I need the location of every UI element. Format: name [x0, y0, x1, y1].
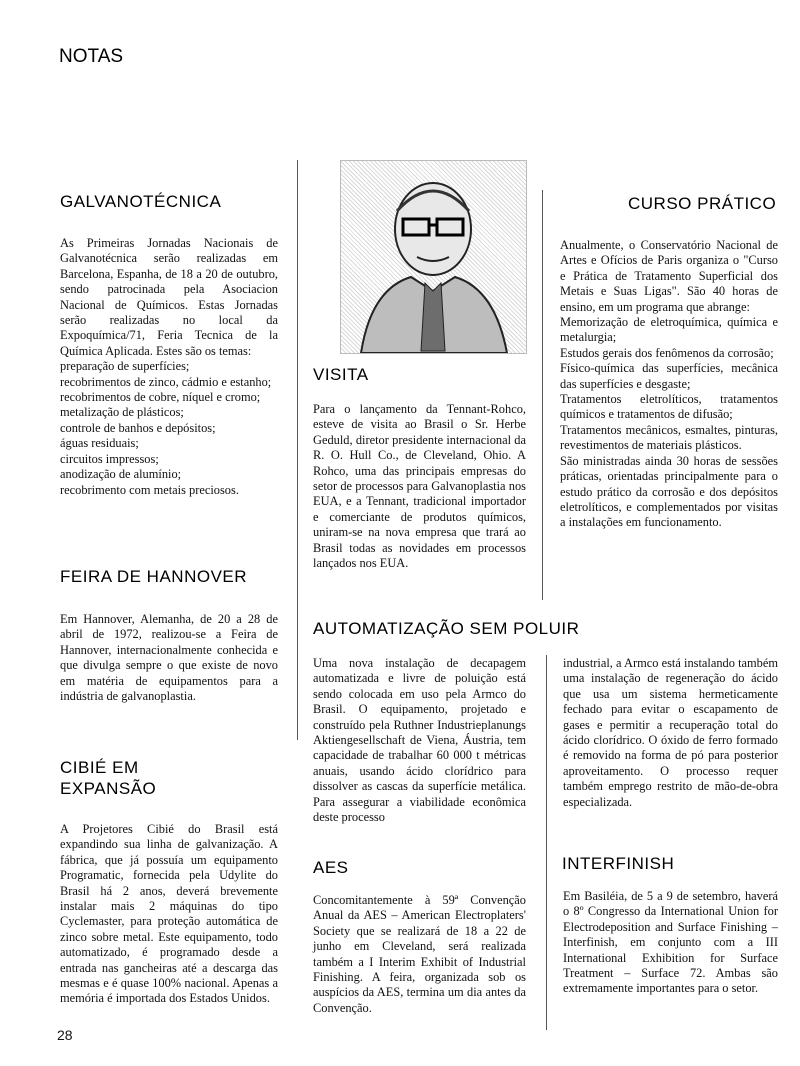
automatizacao-heading: AUTOMATIZAÇÃO SEM POLUIR [313, 619, 580, 638]
column-rule-middle [542, 190, 543, 600]
cibie-heading-line1: CIBIÉ EM [60, 758, 139, 777]
curso-heading: CURSO PRÁTICO [628, 194, 777, 213]
page-number: 28 [57, 1027, 73, 1043]
feira-text: Em Hannover, Alemanha, de 20 a 28 de abril de 1972, realizou-se a Feira de Hannover, internacionalmente conhecida e que divulga sempre o que existe de novo em matéria de equipamentos para a indústria de galvanoplastia. [60, 612, 278, 704]
visita-heading: VISITA [313, 365, 369, 384]
aes-text: Concomitantemente à 59ª Convenção Anual da AES – American Electroplaters' Society que se realizará de 18 a 22 de junho em Cleveland, será realizada também a I Interim Exhibit of Industrial Finishing. A feira, organizada sob os auspícios da AES, termina um dia antes da Convenção. [313, 893, 526, 1015]
column-rule-left [297, 160, 298, 740]
portrait-photo [340, 160, 527, 354]
galvanotecnica-text: As Primeiras Jornadas Nacionais de Galvanotécnica serão realizadas em Barcelona, Espanha, de 18 a 20 de outubro, sendo patrocinada pela Asociacion Nacional de Químicos. Estas Jornadas serão realizadas no local da Expoquímica/71, Feria Tecnica de la Química Aplicada. Estes são os temas: preparação de superfícies; recobrimentos de zinco, cádmio e estanho; recobrimentos de cobre, níquel e cromo; metalização de plásticos; controle de banhos e depósitos; águas residuais; circuitos impressos; anodização de alumínio; recobrimento com metais preciosos. [60, 236, 278, 497]
curso-text: Anualmente, o Conservatório Nacional de Artes e Ofícios de Paris organiza o "Curso e Prática de Tratamento Superficial dos Metais e Suas Ligas". São 40 horas de ensino, em um programa que abrange: Memorização de eletroquímica, química e metalurgia; Estudos gerais dos fenômenos da corrosão; Físico-química das superfícies, mecânica das superfícies e desgaste; Tratamentos eletrolíticos, tratamentos químicos e tratamentos de difusão; Tratamentos mecânicos, esmaltes, pinturas, revestimentos de materiais plásticos. São ministradas ainda 30 horas de sessões práticas, orientadas principalmente para o estudo prático da corrosão e dos depósitos eletrolíticos, e complementados por visitas a instalações em funcionamento. [560, 238, 778, 530]
column-rule-lower [546, 655, 547, 1030]
page-header: NOTAS [59, 46, 124, 67]
cibie-heading-line2: EXPANSÃO [60, 779, 157, 798]
interfinish-heading: INTERFINISH [562, 854, 675, 873]
automatizacao-text-col2: industrial, a Armco está instalando também uma instalação de regeneração do ácido que usa um sistema hermeticamente fechado para evitar o escapamento de gases e permitir a recuperação total do ácido clorídrico. O óxido de ferro formado é removido na forma de pó para posterior aproveitamento. O processo requer também emprego restrito de mão-de-obra especializada. [563, 656, 778, 809]
interfinish-text: Em Basiléia, de 5 a 9 de setembro, haverá o 8º Congresso da International Union for Electrodeposition and Surface Finishing – Interfinish, em conjunto com a III International Exhibition for Surface Treatment – Surface 72. Ambas são extremamente importantes para o setor. [563, 889, 778, 996]
visita-text: Para o lançamento da Tennant-Rohco, esteve de visita ao Brasil o Sr. Herbe Geduld, diretor presidente internacional da R. O. Hull Co., de Cleveland, Ohio. A Rohco, uma das principais empresas do setor de processos para Galvanoplastia nos EUA, e a Tennant, tradicional importador e comerciante de produtos químicos, uniram-se na nova empresa que trará ao Brasil todas as novidades em processos lançados nos EUA. [313, 402, 526, 571]
feira-heading: FEIRA DE HANNOVER [60, 567, 248, 586]
person-portrait-icon [341, 161, 526, 353]
galvanotecnica-heading: GALVANOTÉCNICA [60, 192, 222, 211]
aes-heading: AES [313, 858, 349, 877]
automatizacao-text-col1: Uma nova instalação de decapagem automatizada e livre de poluição está sendo colocada em uso pela Armco do Brasil. O equipamento, projetado e construído pela Ruthner Industrieplanungs Aktiengesellschaft de Viena, Áustria, tem capacidade de trabalhar 60 000 t métricas anuais, usando ácido clorídrico para dissolver as cascas da superfície metálica. Para assegurar a viabilidade econômica deste processo [313, 656, 526, 825]
cibie-text: A Projetores Cibié do Brasil está expandindo sua linha de galvanização. A fábrica, que já possuía um equipamento Programatic, fornecida pela Udylite do Brasil há 2 anos, deverá brevemente instalar mais 2 máquinas do tipo Cyclemaster, para proteção automática de zinco sobre metal. Este equipamento, todo automatizado, é programado desde a entrada nas gancheiras até a descarga das mesmas e é quase 100% nacional. Apenas a memória é importada dos Estados Unidos. [60, 822, 278, 1006]
